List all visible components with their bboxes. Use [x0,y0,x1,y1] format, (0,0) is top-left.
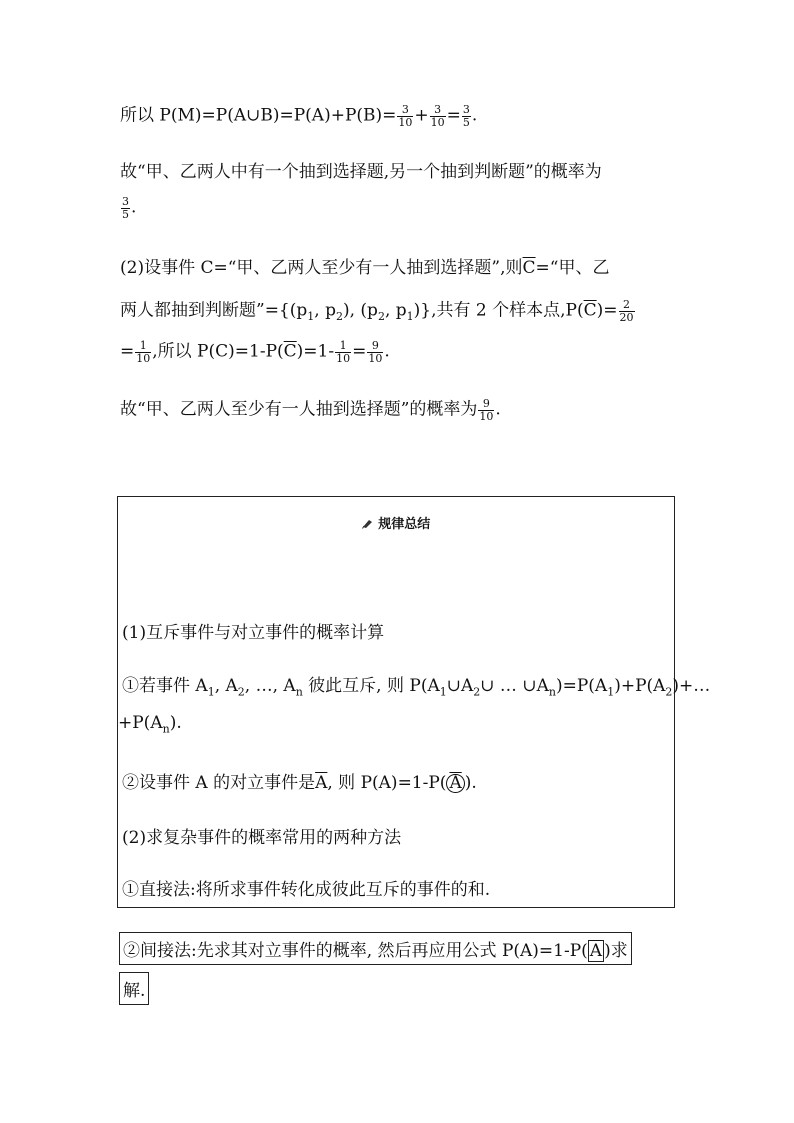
denominator: 10 [368,351,383,365]
text: ). [464,773,477,793]
highlighted-complement [446,774,464,793]
text: ∪A [446,676,474,696]
fraction [478,398,494,422]
text: )= [596,300,618,321]
fraction [367,340,383,364]
text: ②设事件 A 的对立事件是 [122,773,316,793]
numerator: 3 [462,103,470,116]
text: . [495,399,501,420]
numerator: 9 [367,340,383,353]
text: , A [214,676,238,696]
title-text: 规律总结 [378,517,431,532]
subscript: 2 [473,685,481,699]
paragraph-3-line-1 [120,260,609,277]
subscript: 2 [335,309,343,323]
text: + [414,105,429,126]
summary-line-4 [122,768,477,793]
numerator: 2 [619,299,635,312]
denominator: 5 [122,207,129,221]
text: ), (p [342,300,378,321]
subscript: 1 [439,685,447,699]
subscript: 1 [607,685,615,699]
text: )=P(A [555,676,608,696]
text: 所以 P(M)=P(A∪B)=P(A)+P(B)= [120,105,397,126]
complement-symbol: $\overline{A}$ [315,773,328,793]
text: ,所以 P(C)=1-P( [152,341,284,362]
subscript: 1 [406,309,414,323]
summary-title [118,513,674,532]
text: (2)求复杂事件的概率常用的两种方法 [122,828,402,848]
fraction [335,340,351,364]
summary-line-2 [122,671,710,698]
text: , p [384,300,407,321]
text: 故“甲、乙两人至少有一人抽到选择题”的概率为 [120,399,478,420]
subscript: 2 [665,685,673,699]
numerator: 3 [397,104,413,117]
fraction [619,299,635,323]
pen-icon [362,517,379,532]
text: , 则 P(A)=1-P( [327,773,447,793]
subscript: 1 [307,309,315,323]
text: =“甲、乙 [535,258,610,278]
denominator: 10 [136,351,151,365]
subscript: 1 [207,685,215,699]
formula-line-1 [120,104,477,128]
paragraph-4 [120,398,501,422]
text: 两人都抽到判断题”={(p [120,300,308,321]
summary-line-6 [122,875,490,900]
subscript: n [162,722,170,736]
text: (2)设事件 C=“甲、乙两人至少有一人抽到选择题”,则 [120,258,523,278]
numerator: 3 [122,195,129,208]
text: (1)互斥事件与对立事件的概率计算 [122,623,385,643]
fraction [462,104,471,128]
text: . [131,197,137,218]
denominator: 5 [462,115,470,129]
paragraph-3-line-3 [120,340,390,364]
numerator: 1 [335,340,351,353]
text: ①直接法:将所求事件转化成彼此互斥的事件的和. [122,880,491,900]
text: . [471,105,478,126]
paragraph-2-fraction [120,196,136,220]
complement-symbol: $\overline{A}$ [449,773,462,793]
numerator: 1 [135,340,151,353]
text: )+P(A [614,676,666,696]
complement-symbol: $\overline{C}$ [522,258,536,278]
summary-line-5 [122,823,401,848]
fraction [397,104,413,128]
numerator: 9 [478,398,494,411]
fraction [121,196,130,220]
text: = [446,105,461,126]
text: ①若事件 A [122,676,208,696]
subscript: 2 [377,309,385,323]
text: , …, A [244,676,296,696]
numerator: 3 [430,104,446,117]
text: . [384,341,390,362]
text: )=1- [296,341,335,362]
text: ). [169,713,182,733]
text: , p [314,300,336,321]
text: 解. [123,981,146,1001]
paragraph-3-line-2 [120,299,636,323]
summary-line-3 [118,713,182,735]
text: )+… [672,676,711,696]
summary-box [117,496,711,908]
indirect-method-line-2 [119,972,149,1005]
summary-line-1 [122,618,384,643]
text: ②间接法:先求其对立事件的概率, 然后再应用公式 P(A)=1-P( [123,941,588,961]
text: 故“甲、乙两人中有一个抽到选择题,另一个抽到判断题”的概率为 [120,162,602,182]
text: 彼此互斥, 则 P(A [302,676,440,696]
complement-symbol: $\overline{A}$ [589,941,603,961]
complement-symbol: $\overline{C}$ [583,300,597,321]
complement-symbol: $\overline{C}$ [283,341,297,362]
denominator: 20 [619,310,634,324]
paragraph-2 [120,164,602,181]
indirect-method-line-1 [119,932,632,965]
text: = [352,341,367,362]
text: +P(A [118,713,163,733]
denominator: 10 [430,115,445,129]
text: ∪ … ∪A [480,676,549,696]
subscript: n [548,685,556,699]
subscript: n [295,685,303,699]
fraction [430,104,446,128]
text: )},共有 2 个样本点,P( [413,300,584,321]
text: )求 [604,941,628,961]
denominator: 10 [336,351,351,365]
text: = [120,341,135,362]
denominator: 10 [479,409,494,423]
subscript: 2 [237,685,245,699]
denominator: 10 [398,115,413,129]
fraction [135,340,151,364]
